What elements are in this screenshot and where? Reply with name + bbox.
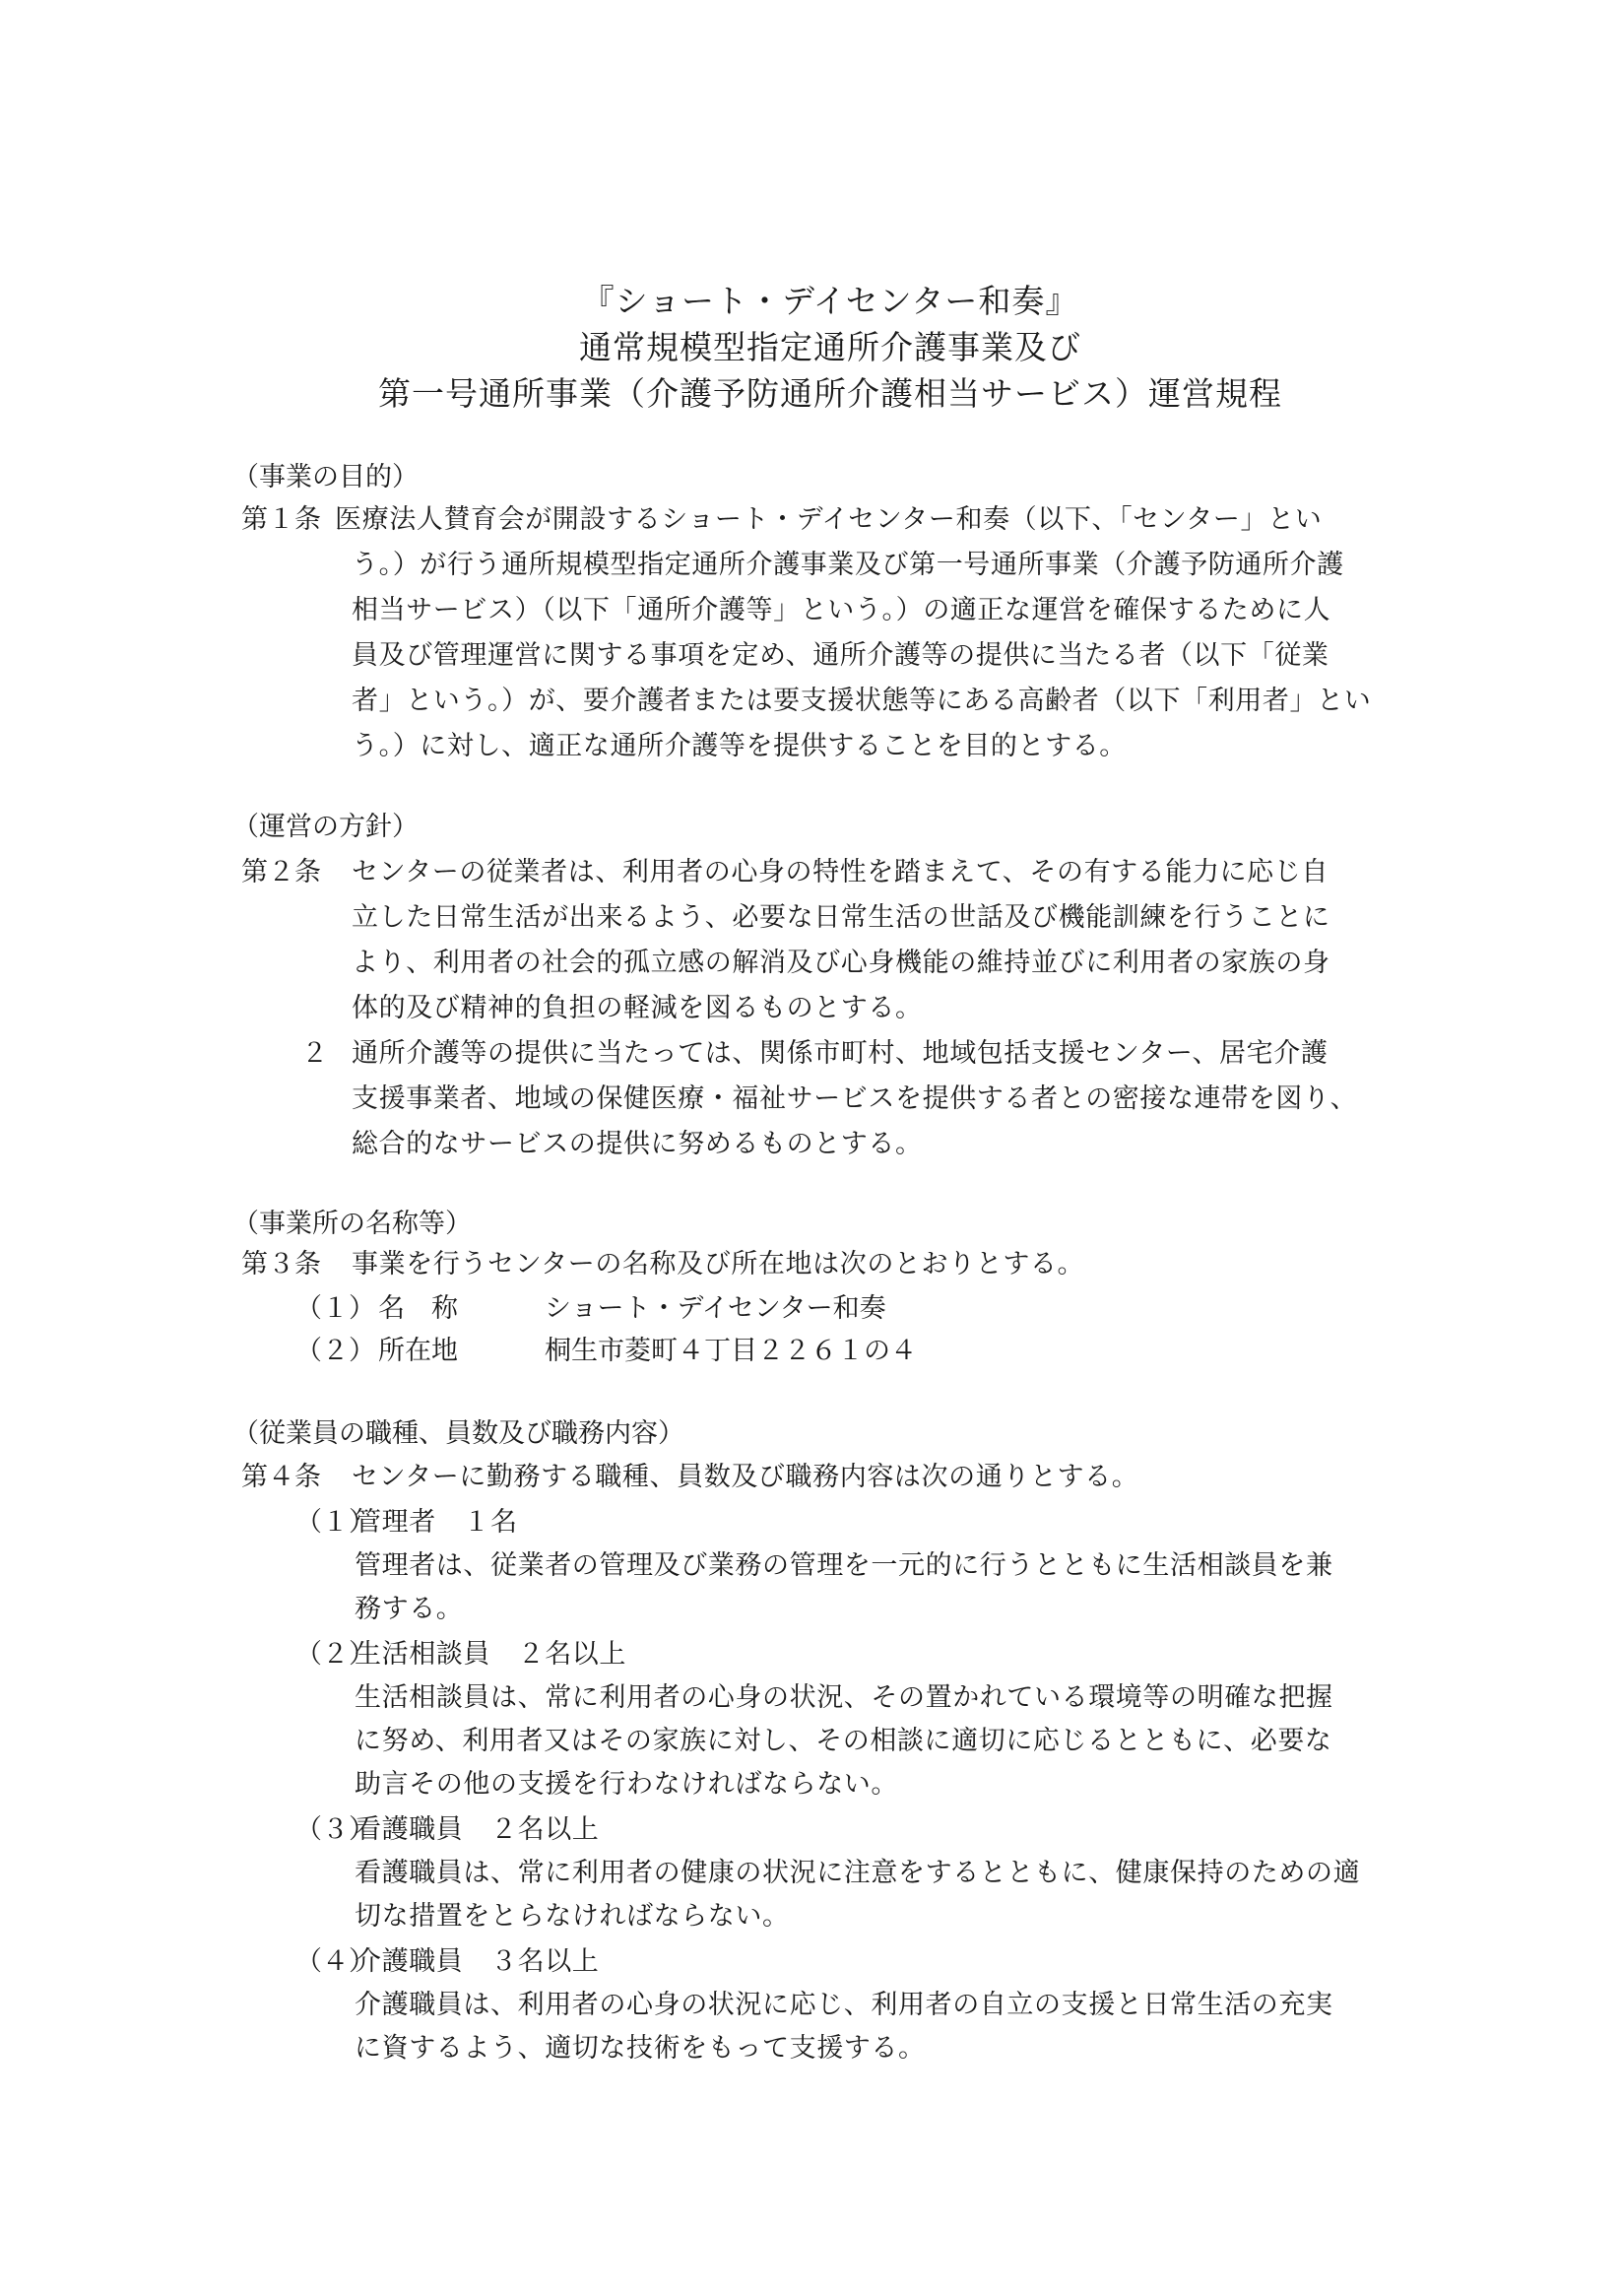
item-value: ショート・デイセンター和奏 [545, 1293, 886, 1324]
role-number: （４） [295, 1946, 375, 1977]
item-value: 桐生市菱町４丁目２２６１の４ [545, 1336, 917, 1366]
role-desc-line: 管理者は、従業者の管理及び業務の管理を一元的に行うとともに生活相談員を兼 [355, 1550, 1333, 1581]
item-key: 所在地 [378, 1336, 458, 1366]
item-number: （１） [295, 1293, 375, 1324]
article-3-line: 事業を行うセンターの名称及び所在地は次のとおりとする。 [352, 1249, 1085, 1279]
role-title: 生活相談員 ２名以上 [355, 1639, 626, 1670]
title-line-1: 『ショート・デイセンター和奏』 [581, 282, 1079, 320]
role-desc-line: 生活相談員は、常に利用者の心身の状況、その置かれている環境等の明確な把握 [355, 1682, 1333, 1713]
article-2-para2-line: 総合的なサービスの提供に努めるものとする。 [352, 1129, 923, 1159]
item-key: 名 称 [378, 1293, 458, 1324]
article-2-label: 第２条 [241, 857, 321, 887]
role-title: 介護職員 ３名以上 [355, 1946, 600, 1977]
article-1-line: う。）が行う通所規模型指定通所介護事業及び第一号通所事業（介護予防通所介護 [352, 550, 1344, 580]
role-desc-line: 助言その他の支援を行わなければならない。 [355, 1769, 898, 1800]
role-desc-line: に努め、利用者又はその家族に対し、その相談に適切に応じるとともに、必要な [355, 1726, 1332, 1756]
article-2-paragraph-number: ２ [301, 1038, 328, 1069]
article-2-heading: （運営の方針） [232, 812, 419, 842]
article-2-line: より、利用者の社会的孤立感の解消及び心身機能の維持並びに利用者の家族の身 [352, 948, 1330, 978]
article-2-line: 体的及び精神的負担の軽減を図るものとする。 [352, 993, 923, 1023]
article-4-label: 第４条 [241, 1462, 321, 1492]
title-line-3: 第一号通所事業（介護予防通所介護相当サービス）運営規程 [378, 374, 1282, 413]
document-title [0, 278, 1621, 417]
role-desc-line: に資するよう、適切な技術をもって支援する。 [355, 2033, 926, 2064]
role-title: 看護職員 ２名以上 [355, 1814, 600, 1845]
article-2-para2-line: 通所介護等の提供に当たっては、関係市町村、地域包括支援センター、居宅介護 [352, 1038, 1329, 1069]
role-title: 管理者 １名 [355, 1507, 518, 1538]
article-3-label: 第３条 [241, 1249, 321, 1279]
article-2-line: 立した日常生活が出来るよう、必要な日常生活の世話及び機能訓練を行うことに [352, 902, 1330, 933]
title-line-2: 通常規模型指定通所介護事業及び [579, 328, 1081, 366]
role-desc-line: 切な措置をとらなければならない。 [355, 1901, 790, 1932]
article-1-line: 相当サービス）（以下「通所介護等」という。）の適正な運営を確保するために人 [352, 595, 1331, 625]
role-desc-line: 介護職員は、利用者の心身の状況に応じ、利用者の自立の支援と日常生活の充実 [355, 1990, 1333, 2020]
article-1-label: 第１条 [241, 504, 321, 535]
article-1-line: 医療法人賛育会が開設するショート・デイセンター和奏（以下、「センター」とい [335, 504, 1323, 535]
role-desc-line: 務する。 [355, 1594, 464, 1624]
article-1-line: う。）に対し、適正な通所介護等を提供することを目的とする。 [352, 731, 1127, 761]
item-number: （２） [295, 1336, 375, 1366]
role-number: （３） [295, 1814, 375, 1845]
article-1-heading: （事業の目的） [232, 462, 419, 492]
article-3-heading: （事業所の名称等） [232, 1209, 472, 1239]
role-number: （２） [295, 1639, 375, 1670]
article-4-heading: （従業員の職種、員数及び職務内容） [232, 1418, 684, 1449]
article-2-para2-line: 支援事業者、地域の保健医療・福祉サービスを提供する者との密接な連帯を図り、 [352, 1083, 1358, 1114]
article-1-line: 者」という。）が、要介護者または要支援状態等にある高齢者（以下「利用者」とい [352, 686, 1372, 716]
article-1-line: 員及び管理運営に関する事項を定め、通所介護等の提供に当たる者（以下「従業 [352, 640, 1329, 671]
role-number: （１） [295, 1507, 375, 1538]
article-4-line: センターに勤務する職種、員数及び職務内容は次の通りとする。 [352, 1462, 1139, 1492]
role-desc-line: 看護職員は、常に利用者の健康の状況に注意をするとともに、健康保持のための適 [355, 1858, 1361, 1888]
article-2-line: センターの従業者は、利用者の心身の特性を踏まえて、その有する能力に応じ自 [352, 857, 1329, 887]
